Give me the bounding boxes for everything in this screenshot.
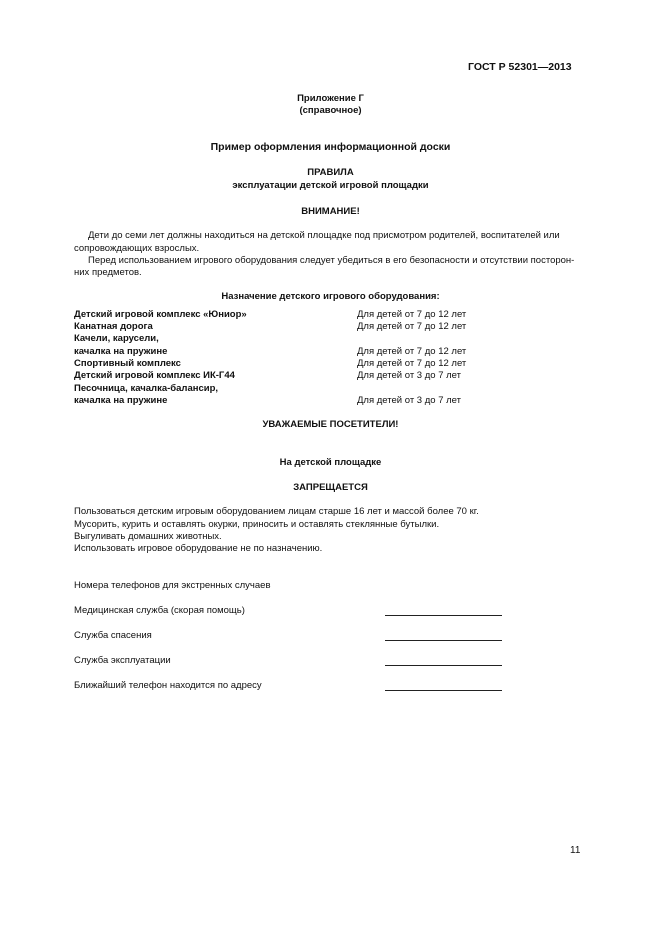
prohibited-item: Выгуливать домашних животных. <box>74 531 222 542</box>
equipment-name: Спортивный комплекс <box>74 358 181 369</box>
equipment-name: Песочница, качалка-балансир, <box>74 383 219 394</box>
equipment-age: Для детей от 3 до 7 лет <box>357 395 461 406</box>
attention-paragraph-1-line-2: сопровождающих взрослых. <box>74 243 200 254</box>
phone-label-rescue: Служба спасения <box>74 630 152 641</box>
phone-blank-rescue <box>385 640 502 641</box>
equipment-name: качалка на пружине <box>74 346 168 357</box>
equipment-name: Качели, карусели, <box>74 333 159 344</box>
equipment-name: Детский игровой комплекс «Юниор» <box>74 309 247 320</box>
phone-blank-maintenance <box>385 665 502 666</box>
phone-label-maintenance: Служба эксплуатации <box>74 655 171 666</box>
equipment-name: Канатная дорога <box>74 321 153 332</box>
rules-subheading: эксплуатации детской игровой площадки <box>232 180 429 191</box>
equipment-heading: Назначение детского игрового оборудования: <box>221 291 440 302</box>
page-number: 11 <box>570 845 581 856</box>
attention-heading: ВНИМАНИЕ! <box>301 206 360 217</box>
equipment-age: Для детей от 7 до 12 лет <box>357 358 467 369</box>
attention-paragraph-1-line-1: Дети до семи лет должны находиться на детской площадке под присмотром родителей, воспитателей или <box>88 230 560 241</box>
prohibited-item: Мусорить, курить и оставлять окурки, приносить и оставлять стеклянные бутылки. <box>74 519 440 530</box>
prohibited-item: Пользоваться детским игровым оборудованием лицам старше 16 лет и массой более 70 кг. <box>74 506 479 517</box>
phones-heading: Номера телефонов для экстренных случаев <box>74 580 271 591</box>
appendix-title: Приложение Г <box>297 93 364 104</box>
prohibited-item: Использовать игровое оборудование не по назначению. <box>74 543 323 554</box>
document-code: ГОСТ Р 52301—2013 <box>468 61 572 73</box>
attention-paragraph-2-line-2: них предметов. <box>74 267 142 278</box>
phone-blank-nearest <box>385 690 502 691</box>
attention-paragraph-2-line-1: Перед использованием игрового оборудования следует убедиться в его безопасности и отсутствии посторон- <box>88 255 575 266</box>
appendix-subtitle: (справочное) <box>299 105 362 116</box>
equipment-name: качалка на пружине <box>74 395 168 406</box>
visitors-heading: УВАЖАЕМЫЕ ПОСЕТИТЕЛИ! <box>262 419 399 430</box>
phone-label-medical: Медицинская служба (скорая помощь) <box>74 605 245 616</box>
equipment-age: Для детей от 3 до 7 лет <box>357 370 461 381</box>
phone-label-nearest: Ближайший телефон находится по адресу <box>74 680 262 691</box>
rules-heading: ПРАВИЛА <box>307 167 354 178</box>
prohibited-heading: ЗАПРЕЩАЕТСЯ <box>293 482 368 493</box>
equipment-age: Для детей от 7 до 12 лет <box>357 309 467 320</box>
section-title: Пример оформления информационной доски <box>210 141 451 153</box>
equipment-name: Детский игровой комплекс ИК-Г44 <box>74 370 235 381</box>
phone-blank-medical <box>385 615 502 616</box>
prohibited-intro: На детской площадке <box>279 457 382 468</box>
equipment-age: Для детей от 7 до 12 лет <box>357 346 467 357</box>
equipment-age: Для детей от 7 до 12 лет <box>357 321 467 332</box>
